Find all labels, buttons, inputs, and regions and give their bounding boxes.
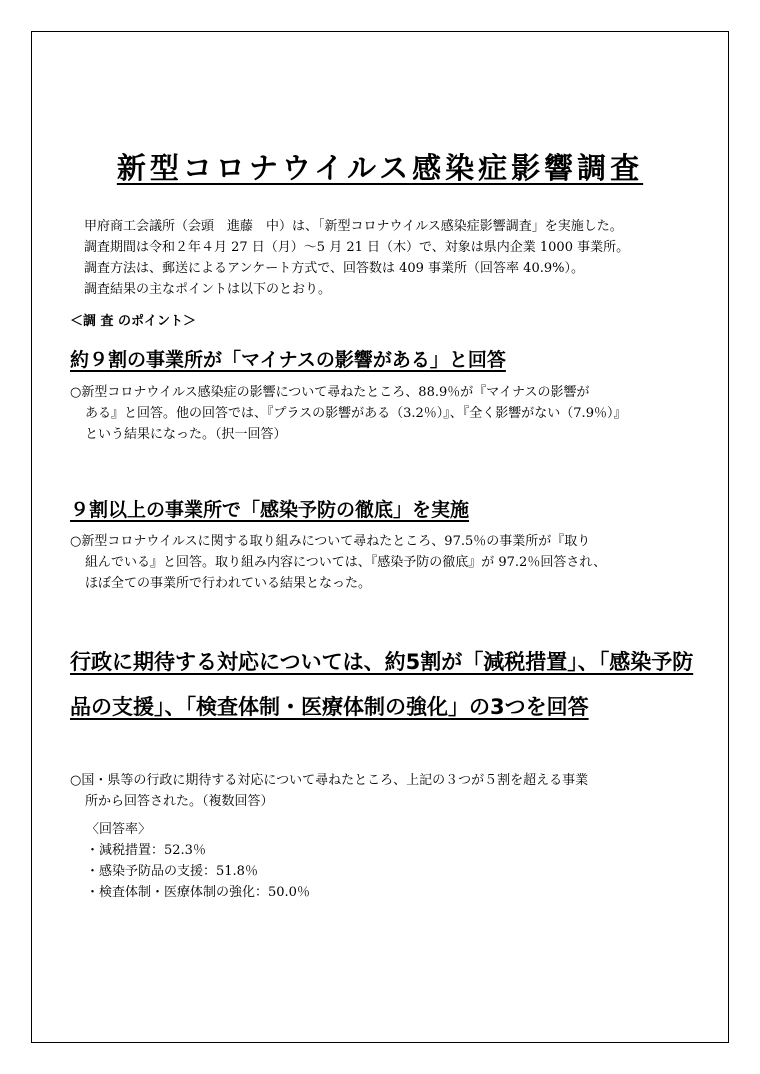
intro-paragraph: [84, 216, 704, 300]
section-body-1: [70, 382, 700, 445]
body-line: ある』と回答。他の回答では、『プラスの影響がある（3.2％）』、『全く影響がない（7.9％）』: [85, 406, 627, 421]
intro-line: 調査方法は、郵送によるアンケート方式で、回答数は 409 事業所（回答率 40.9%）。: [84, 261, 584, 276]
section-heading-3: 行政に期待する対応については、約5割が「減税措置」、「感染予防品の支援」、「検査体制・医療体制の強化」の3つを回答: [70, 650, 694, 719]
rate-item: ・検査体制・医療体制の強化：50.0％: [86, 885, 310, 900]
body-line: ○新型コロナウイルス感染症の影響について尋ねたところ、88.9％が『マイナスの影響が: [70, 385, 590, 400]
section-body-3: [70, 770, 700, 812]
section-heading-2: ９割以上の事業所で「感染予防の徹底」を実施: [70, 499, 470, 521]
body-line: ○国・県等の行政に期待する対応について尋ねたところ、上記の３つが５割を超える事業: [70, 773, 589, 788]
page-title: 新型コロナウイルス感染症影響調査: [116, 151, 644, 185]
rates-label: 〈回答率〉: [86, 822, 152, 837]
body-line: 所から回答された。（複数回答）: [85, 794, 274, 809]
intro-line: 調査結果の主なポイントは以下のとおり。: [84, 282, 332, 297]
section-heading-1: 約９割の事業所が「マイナスの影響がある」と回答: [70, 349, 506, 371]
intro-line: 甲府商工会議所（会頭 進藤 中）は、「新型コロナウイルス感染症影響調査」を実施した。: [84, 219, 623, 234]
response-rates: [86, 819, 310, 903]
intro-line: 調査期間は令和２年４月 27 日（月）～5 月 21 日（木）で、対象は県内企業 1000 事業所。: [84, 240, 630, 255]
body-line: という結果になった。（択一回答）: [85, 427, 287, 442]
body-line: ○新型コロナウイルスに関する取り組みについて尋ねたところ、97.5％の事業所が『取り: [70, 534, 591, 549]
points-label: ＜調 査 のポイント＞: [70, 314, 197, 329]
body-line: ほぼ全ての事業所で行われている結果となった。: [85, 576, 372, 591]
section-body-2: [70, 531, 700, 594]
body-line: 組んでいる』と回答。取り組み内容については、『感染予防の徹底』が 97.2％回答され、: [85, 555, 607, 570]
rate-item: ・感染予防品の支援：51.8％: [86, 864, 258, 879]
rate-item: ・減税措置：52.3％: [86, 843, 206, 858]
